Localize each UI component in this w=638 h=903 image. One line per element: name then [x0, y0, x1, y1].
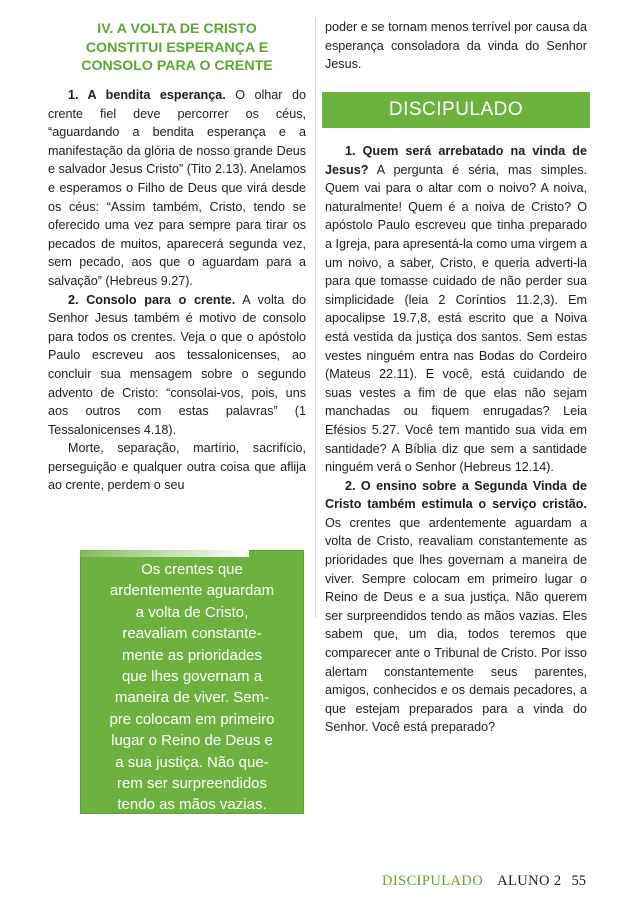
- paragraph-lead: 2. Consolo para o crente.: [68, 292, 236, 307]
- section-title-line: CONSTITUI ESPERANÇA E: [85, 39, 269, 56]
- footer-student-label: ALUNO 2: [497, 873, 562, 889]
- paragraph-bendita-esperanca: [48, 86, 306, 291]
- paragraph-text: Morte, separação, martírio, sacrifício, perseguição e qualquer outra coisa que aflija ao crente, perdem o seu: [48, 441, 306, 493]
- paragraph-text: O olhar do crente fiel deve percorrer os céus, “aguardando a bendita esperança e a manifestação da glória de nosso grande Deus e salvador Jesus Cristo” (Tito 2.13). Anelamos e esperamos o Filho de Deus que virá desde os céus: “Assim também, Cristo, tendo se oferecido uma vez para sempre para tirar os pecados de muitos, aparecerá segunda vez, sem pecado, aos que o aguardam para a salvação” (Hebreus 9.27).: [48, 88, 306, 288]
- section-title: [48, 20, 306, 76]
- discipulado-band: DISCIPULADO: [322, 92, 590, 128]
- column-divider: [315, 18, 316, 618]
- pull-quote-box: [80, 550, 304, 814]
- footer-label: DISCIPULADO: [382, 873, 484, 889]
- right-continuation: [325, 18, 587, 74]
- paragraph-text: A pergunta é séria, mas simples. Quem vai para o altar com o noivo? A noiva, naturalmente! Quem é a noiva de Cristo? O apóstolo Paulo escreveu que tinha preparado a Igreja, para apresentá-la como uma virgem a um noivo, a saber, Cristo, e queria adverti-la para que tomasse cuidado de não perder sua simplicidade (leia 2 Coríntios 11.2,3). Em apocalipse 19.7,8, está escrito que a Noiva está vestida da justiça dos santos. Sem estas vestes ninguém entra nas Bodas do Cordeiro (Mateus 22.11). E você, está cuidando de suas vestes a fim de que elas não sejam manchadas ou fiquem enrugadas? Leia Efésios 5.27. Você tem mantido sua vida em santidade? A Bíblia diz que sem a santidade ninguém verá o Senhor (Hebreus 12.14).: [325, 162, 587, 475]
- left-body: [48, 86, 306, 495]
- paragraph-lead: 1. Quem será arrebatado na vinda de Jesus?: [325, 144, 587, 177]
- page-number: 55: [571, 873, 586, 889]
- paragraph-morte: [48, 439, 306, 495]
- pull-quote-text: Os crentes que ardentemente aguardam a volta de Cristo, reavaliam constante- mente as prioridades que lhes governam a maneira de viver. Sem- pre colocam em primeiro lugar o Reino de Deus e a sua justiça. Não que- rem ser surpreendidos tendo as mãos vazias.: [109, 561, 275, 814]
- paragraph-continuation: poder e se tornam menos terrível por causa da esperança consoladora da vinda do Senhor Jesus.: [325, 20, 587, 72]
- section-title-line: CONSOLO PARA O CRENTE: [81, 58, 273, 74]
- paragraph-text: Os crentes que ardentemente aguardam a volta de Cristo, reavaliam constantemente as prioridades que lhes governam a maneira de viver. Sempre colocam em primeiro lugar o Reino de Deus e a sua justiça. Não querem ser surpreendidos tendo as mãos vazias. Eles sabem que, um dia, todos teremos que comparecer ante o Tribunal de Cristo. Por isso alertam constantemente seus parentes, amigos, conhecidos e os demais pecadores, a que estejam preparados para a vinda do Senhor. Você está preparado?: [325, 515, 587, 735]
- paragraph-lead: 1. A bendita esperança.: [68, 88, 226, 102]
- paragraph-question-2: [325, 477, 587, 737]
- right-body: [325, 142, 587, 737]
- paragraph-lead: 2. O ensino sobre a Segunda Vinda de Cristo também estimula o serviço cristão.: [325, 478, 587, 512]
- section-title-line: IV. A VOLTA DE CRISTO: [97, 21, 257, 37]
- paragraph-question-1: [325, 142, 587, 477]
- paragraph-consolo: [48, 291, 306, 440]
- paragraph-text: A volta do Senhor Jesus também é motivo de consolo para todos os crentes. Veja o que o apóstolo Paulo escreveu aos tessalonicenses, ao concluir sua mensagem sobre o segundo advento de Cristo: “consolai-vos, pois, uns aos outros com estas palavras” (1 Tessalonicenses 4.18).: [48, 292, 306, 437]
- page-footer: [382, 873, 586, 890]
